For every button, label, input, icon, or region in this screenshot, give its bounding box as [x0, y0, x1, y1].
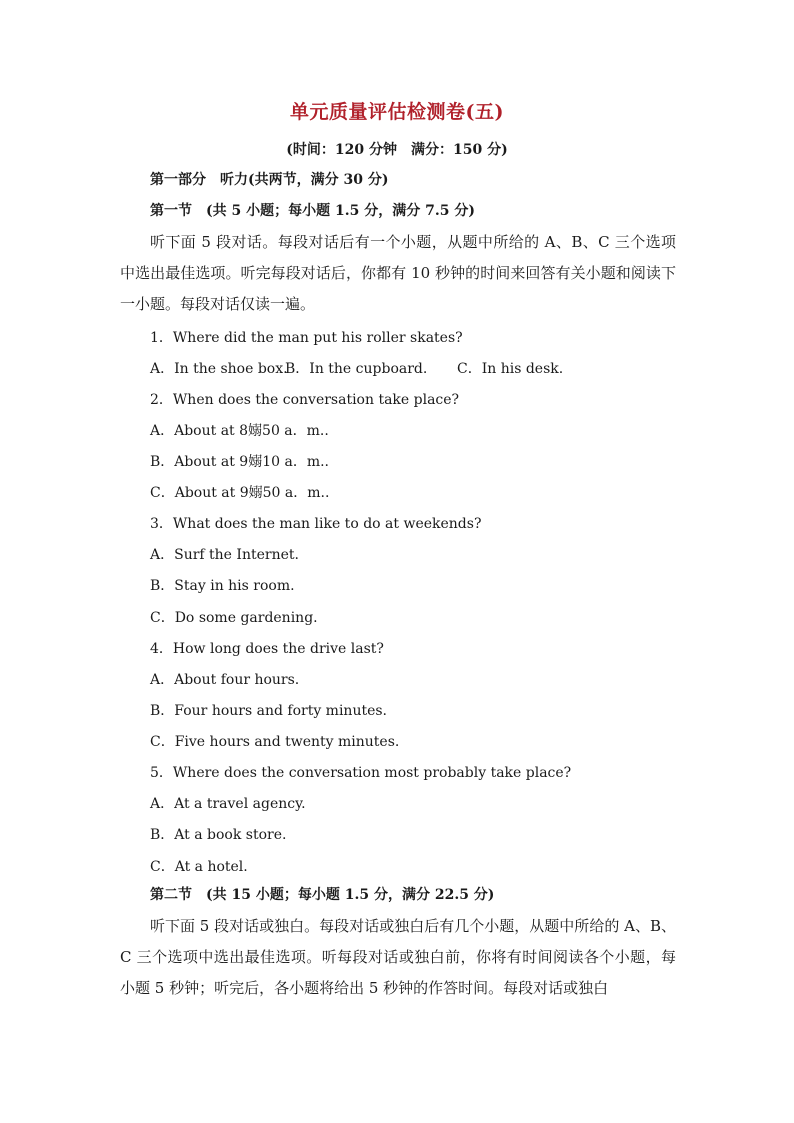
question-5-option-b: B．At a book store.: [150, 827, 287, 843]
question-1-option-b: B．In the cupboard.: [285, 361, 428, 377]
section2-heading: 第二节 (共 15 小题；每小题 1.5 分，满分 22.5 分): [150, 887, 495, 903]
question-4-option-a: A．About four hours.: [150, 672, 300, 688]
part1-heading: 第一部分 听力(共两节，满分 30 分): [150, 172, 389, 188]
question-2-stem: 2．When does the conversation take place?: [150, 392, 460, 408]
question-3-option-b: B．Stay in his room.: [150, 578, 295, 594]
question-4-option-b: B．Four hours and forty minutes.: [150, 703, 388, 719]
question-1-option-c: C．In his desk.: [457, 361, 564, 377]
question-3-stem: 3．What does the man like to do at weekends?: [150, 516, 482, 532]
question-4-option-c: C．Five hours and twenty minutes.: [150, 734, 400, 750]
question-5-option-c: C．At a hotel.: [150, 859, 248, 875]
page-title: 单元质量评估检测卷(五): [290, 101, 504, 123]
section1-instructions: 听下面 5 段对话。每段对话后有一个小题，从题中所给的 A、B、C 三个选项中选出最佳选项。听完每段对话后，你都有 10 秒钟的时间来回答有关小题和阅读下一小题。每段对话仅读一遍。: [120, 233, 676, 313]
section1-heading: 第一节 (共 5 小题；每小题 1.5 分，满分 7.5 分): [150, 203, 475, 219]
question-5-stem: 5．Where does the conversation most probably take place?: [150, 765, 572, 781]
question-2-option-c: C．About at 9嫋50 a．m..: [150, 485, 330, 501]
question-3-option-a: A．Surf the Internet.: [150, 547, 299, 563]
exam-time-score: (时间：120 分钟 满分：150 分): [286, 142, 508, 158]
question-2-option-a: A．About at 8嫋50 a．m..: [150, 423, 329, 439]
question-5-option-a: A．At a travel agency.: [150, 796, 306, 812]
section2-instructions: 听下面 5 段对话或独白。每段对话或独白后有几个小题，从题中所给的 A、B、C 三个选项中选出最佳选项。听每段对话或独白前，你将有时间阅读各个小题，每小题 5 秒钟；听完后，各小题将给出 5 秒钟的作答时间。每段对话或独白: [120, 917, 676, 997]
question-4-stem: 4．How long does the drive last?: [150, 641, 384, 657]
question-3-option-c: C．Do some gardening.: [150, 610, 318, 626]
question-1-stem: 1．Where did the man put his roller skates?: [150, 330, 463, 346]
question-1-options: [150, 358, 563, 378]
question-2-option-b: B．About at 9嫋10 a．m..: [150, 454, 329, 470]
question-1-option-a: A．In the shoe box.: [150, 361, 288, 377]
